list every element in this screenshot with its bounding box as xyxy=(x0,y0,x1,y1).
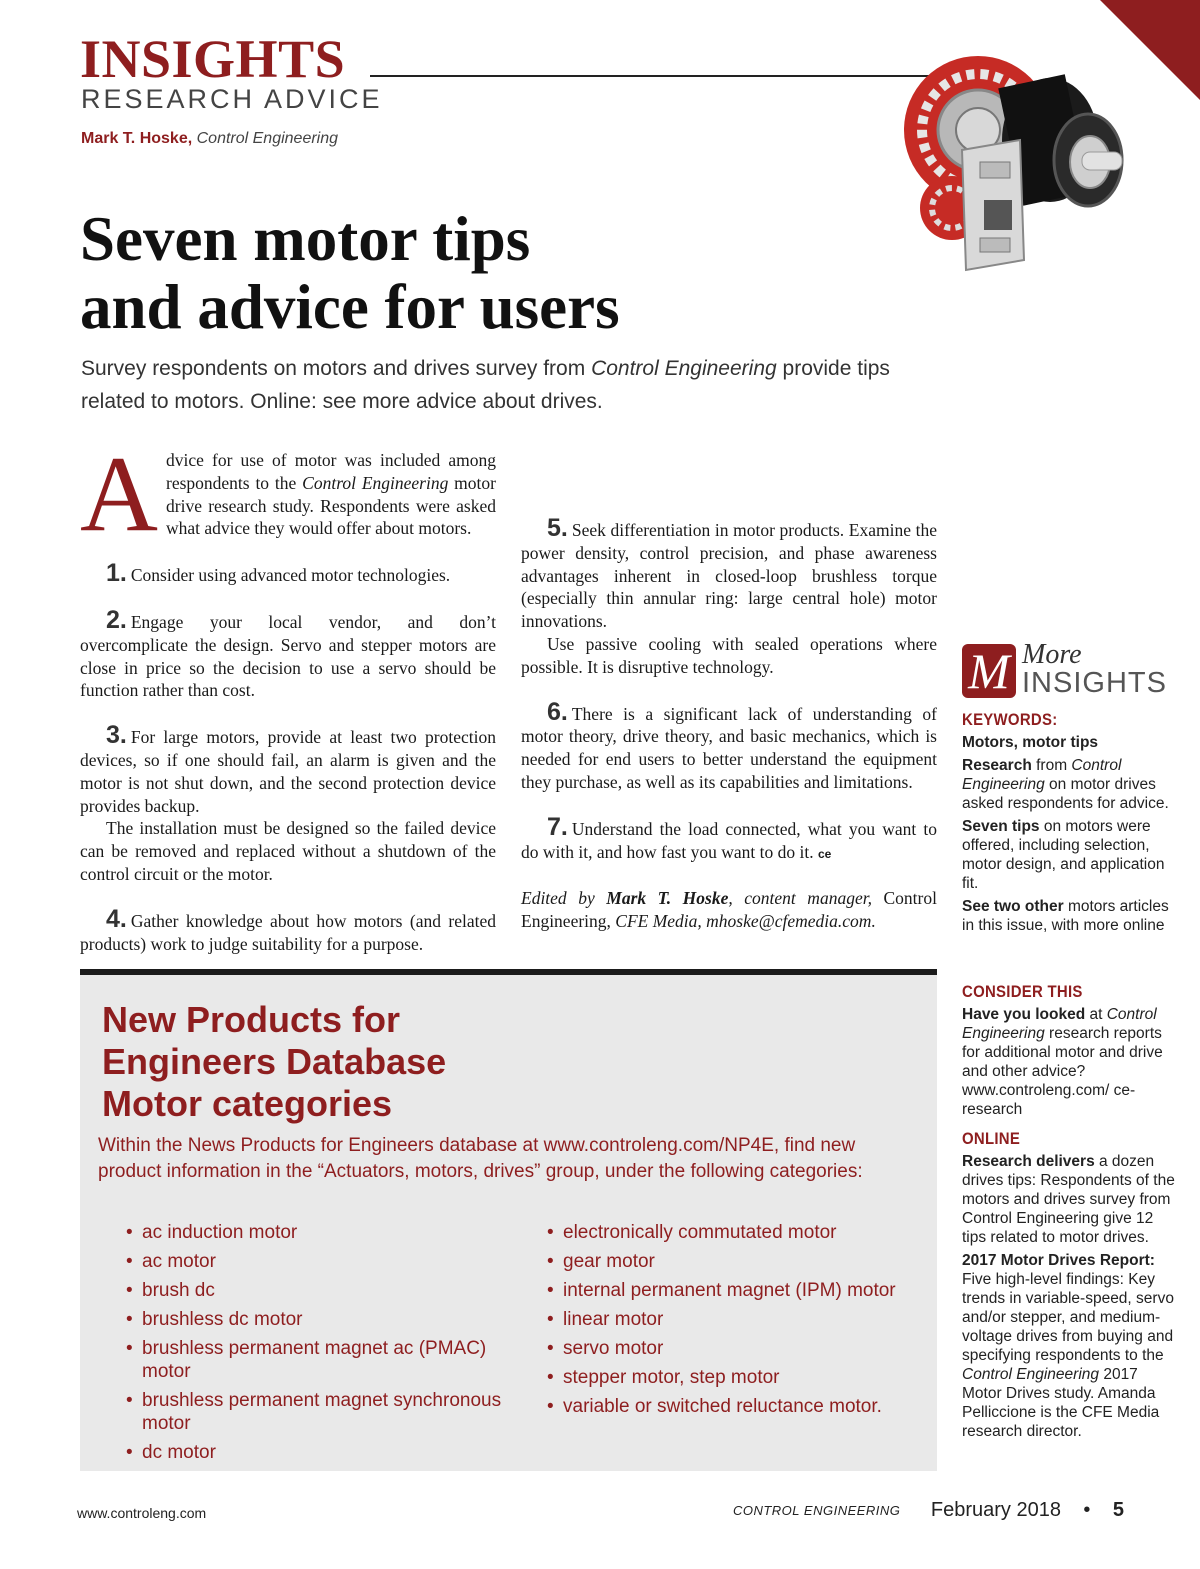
footer-date: February 2018 xyxy=(930,1499,1061,1521)
online-research xyxy=(962,1152,1177,1247)
kw1-b: on motor drives asked respondents for advice. xyxy=(962,776,1169,812)
online1-text: a dozen drives tips: Respondents of the motors and drives survey from Control Engineering give 12 tips related to motor drives. xyxy=(962,1153,1175,1246)
article-title-line2: and advice for users xyxy=(80,272,620,342)
online2-b: 2017 Motor Drives study. Amanda Pelliccione is the CFE Media research director. xyxy=(962,1366,1160,1440)
tip-text: Engage your local vendor, and don’t overcomplicate the design. Servo and stepper motors are close in price so the decision to use a servo should be function rather than cost. xyxy=(80,611,496,701)
article-deck xyxy=(81,352,941,418)
list-item: • internal permanent magnet (IPM) motor xyxy=(547,1279,927,1302)
consider-b: research reports for additional motor and drive and other advice? www.controleng.com/ ce-research xyxy=(962,1025,1163,1118)
more-insights-logo-insights: INSIGHTS xyxy=(1022,667,1167,699)
box-title-line3: Motor categories xyxy=(102,1083,393,1124)
list-item: • linear motor xyxy=(547,1308,927,1331)
byline-publication: Control Engineering xyxy=(196,130,339,147)
tip-4 xyxy=(80,904,496,956)
list-item: • ac motor xyxy=(126,1250,506,1273)
tip-5 xyxy=(521,514,937,633)
kw2-text: on motors were offered, including selection, motor design, and application fit. xyxy=(962,818,1165,892)
consider-bold: Have you looked xyxy=(962,1006,1086,1023)
list-item: • gear motor xyxy=(547,1250,927,1273)
tip-text: Understand the load connected, what you want to do with it, and how fast you want to do it. xyxy=(521,818,937,862)
list-item: • variable or switched reluctance motor. xyxy=(547,1395,927,1418)
category-list-left xyxy=(126,1221,506,1470)
list-item: • brushless dc motor xyxy=(126,1308,506,1331)
keyword-seven-tips xyxy=(962,817,1177,893)
keywords-heading: KEYWORDS: xyxy=(962,710,1058,729)
keyword-see-two xyxy=(962,897,1177,935)
end-mark: ce xyxy=(818,846,832,861)
header-rule xyxy=(370,75,930,77)
credit-name: Mark T. Hoske xyxy=(606,888,729,909)
online-heading: ONLINE xyxy=(962,1129,1021,1148)
intro-paragraph xyxy=(80,435,496,554)
tip-number: 1. xyxy=(106,559,127,588)
keyword-research xyxy=(962,756,1177,813)
tip-3 xyxy=(80,721,496,817)
consider-a: at xyxy=(1085,1006,1107,1023)
list-item: • brush dc xyxy=(126,1279,506,1302)
tip-3-extra: The installation must be designed so the failed device can be removed and replaced without a shutdown of the control circuit or the motor. xyxy=(80,818,496,884)
online2-a: Five high-level findings: Key trends in variable-speed, servo and/or stepper, and medium-voltage drives from buying and specifying respondents to the xyxy=(962,1271,1174,1364)
tip-text: For large motors, provide at least two protection devices, so if one should fail, an alarm is given and the motor is not shut down, and the second protection device provides backup. xyxy=(80,727,496,816)
consider-heading: CONSIDER THIS xyxy=(962,982,1083,1001)
credit-edited: Edited by xyxy=(521,888,607,909)
tip-text: Consider using advanced motor technologies. xyxy=(130,565,451,586)
tip-number: 7. xyxy=(547,812,568,841)
footer-url: www.controleng.com xyxy=(77,1505,207,1521)
list-item: • servo motor xyxy=(547,1337,927,1360)
sidebar-consider xyxy=(962,982,1177,1123)
deck-text-1: Survey respondents on motors and drives survey from xyxy=(81,357,592,380)
kw1-pub: Control Engineering xyxy=(962,757,1122,793)
box-title-line1: New Products for xyxy=(102,999,401,1040)
byline-author: Mark T. Hoske, xyxy=(81,130,193,147)
tip-2 xyxy=(80,605,496,702)
tip-1 xyxy=(80,559,496,588)
keywords-line: Motors, motor tips xyxy=(962,734,1099,751)
deck-text-2: provide tips related to motors. Online: see more advice about drives. xyxy=(81,357,890,413)
online2-bold: 2017 Motor Drives Report: xyxy=(962,1252,1155,1269)
sidebar-keywords xyxy=(962,710,1177,939)
tip-7 xyxy=(521,812,937,866)
kw2-bold: Seven tips xyxy=(962,818,1040,835)
intro-publication: Control Engineering xyxy=(302,472,449,493)
online-report xyxy=(962,1251,1177,1441)
body-column-left xyxy=(80,435,496,955)
page-number: 5 xyxy=(1112,1499,1124,1521)
motor-illustration xyxy=(900,40,1130,275)
section-title: INSIGHTS xyxy=(80,29,346,89)
tip-text: Seek differentiation in motor products. Examine the power density, control precision, and phase awareness advantages inherent in closed-loop brushless torque (especially thin annular ring: large central hole) motor innovations. xyxy=(521,520,937,632)
footer-publication: CONTROL ENGINEERING xyxy=(732,1503,901,1518)
list-item: • ac induction motor xyxy=(126,1221,506,1244)
tip-number: 5. xyxy=(547,514,568,542)
byline xyxy=(81,130,338,148)
list-item: • dc motor xyxy=(126,1441,506,1464)
tip-number: 4. xyxy=(106,904,127,933)
credit-contact: CFE Media, mhoske@cfemedia.com. xyxy=(615,911,876,932)
credit-org: Control Engineering, xyxy=(521,888,937,932)
section-subtitle: RESEARCH ADVICE xyxy=(81,84,383,114)
kw3-text: motors articles in this issue, with more online xyxy=(962,898,1169,934)
tip-number: 3. xyxy=(106,721,127,750)
consider-pub: Control Engineering xyxy=(962,1006,1157,1042)
sidebar-online xyxy=(962,1129,1177,1445)
kw3-bold: See two other xyxy=(962,898,1064,915)
intro-text-1: dvice for use of motor was included among respondents to the xyxy=(166,450,496,493)
body-column-right-main xyxy=(521,514,937,933)
box-title-line2: Engineers Database xyxy=(102,1041,447,1082)
kw1-a: from xyxy=(1031,757,1072,774)
article-title-line1: Seven motor tips xyxy=(80,204,531,274)
products-box-intro: Within the News Products for Engineers database at www.controleng.com/NP4E, find new product information in the “Actuators, motors, drives” group, under the following categories: xyxy=(98,1135,863,1182)
drop-cap: A xyxy=(80,435,158,554)
products-box-title xyxy=(102,999,802,1125)
tip-5-extra: Use passive cooling with sealed operations where possible. It is disruptive technology. xyxy=(521,633,937,677)
tip-text: Gather knowledge about how motors (and related products) work to judge suitability for a purpose. xyxy=(80,910,496,954)
article-title xyxy=(80,205,900,341)
consider-text xyxy=(962,1005,1177,1119)
editor-credit xyxy=(521,887,937,933)
kw1-bold: Research xyxy=(962,757,1032,774)
online1-bold: Research delivers xyxy=(962,1153,1095,1170)
footer-bullet: • xyxy=(1083,1499,1091,1521)
list-item: • stepper motor, step motor xyxy=(547,1366,927,1389)
category-list-right xyxy=(547,1221,927,1424)
more-insights-logo-more: More xyxy=(1022,639,1082,670)
tip-number: 2. xyxy=(106,605,127,634)
list-item: • electronically commutated motor xyxy=(547,1221,927,1244)
online2-pub: Control Engineering xyxy=(962,1366,1100,1383)
more-insights-logo xyxy=(962,640,1177,700)
intro-text-2: motor drive research study. Respondents were asked what advice they would offer about motors. xyxy=(166,472,496,539)
credit-role: , content manager, xyxy=(728,888,872,909)
list-item: • brushless permanent magnet synchronous motor xyxy=(126,1389,506,1435)
deck-publication: Control Engineering xyxy=(591,357,777,380)
list-item: • brushless permanent magnet ac (PMAC) motor xyxy=(126,1337,506,1383)
more-insights-logo-letter: M xyxy=(962,644,1016,698)
footer-folio xyxy=(733,1499,1124,1522)
tip-text: There is a significant lack of understanding of motor theory, drive theory, and basic mechanics, which is needed for end users to better understand the equipment they purchase, as well as its capabilities and limitations. xyxy=(521,703,937,792)
tip-number: 6. xyxy=(547,697,568,726)
tip-6 xyxy=(521,697,937,794)
